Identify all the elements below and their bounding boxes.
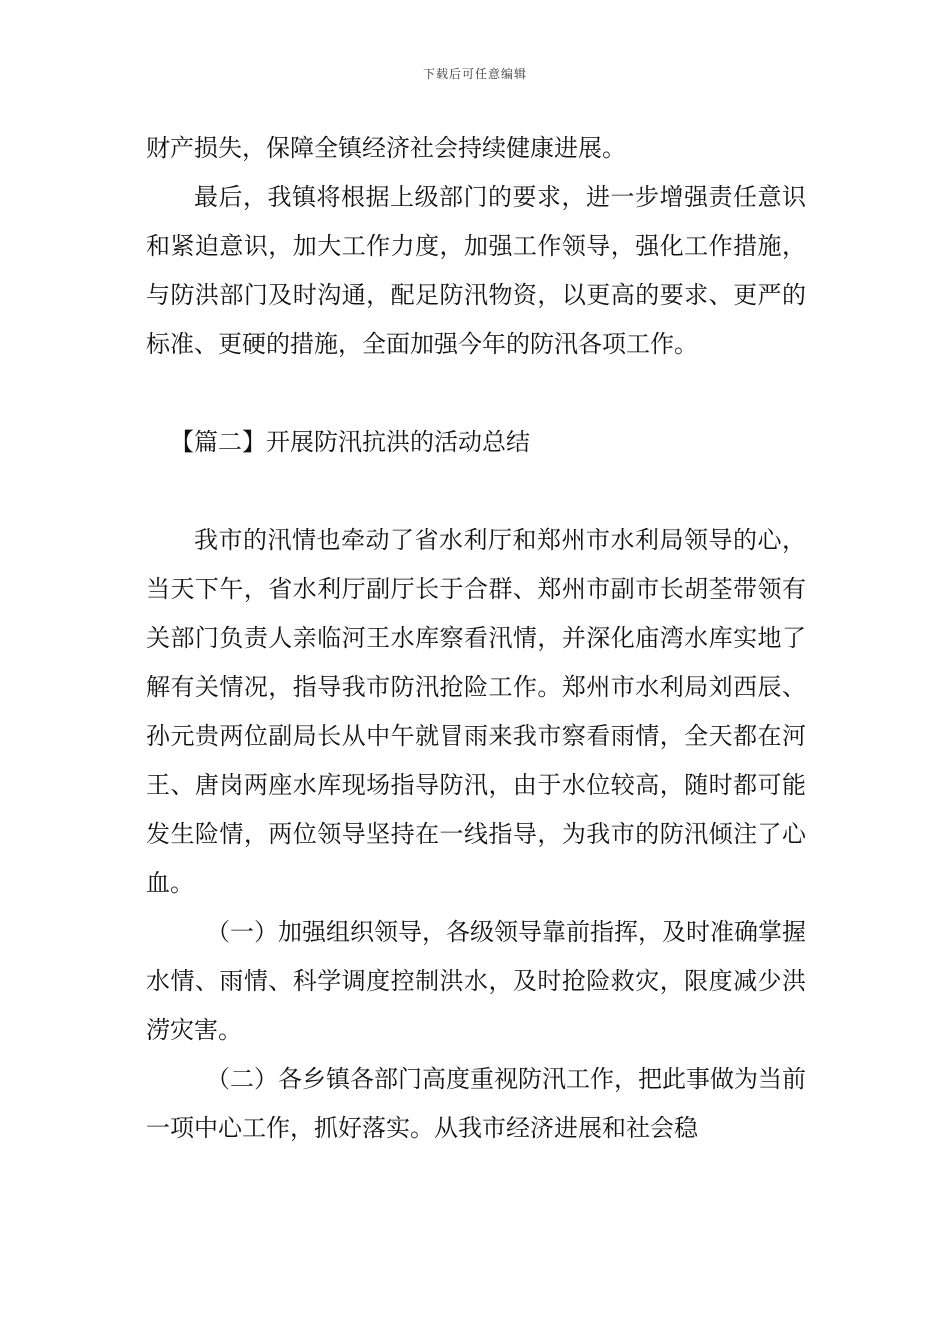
paragraph-flood-situation: 我市的汛情也牵动了省水利厅和郑州市水利局领导的心，当天下午，省水利厅副厅长于合群、郑州市副市长胡荃带领有关部门负责人亲临河王水库察看汛情，并深化庙湾水库实地了解有关情况，指导我市防汛抢险工作。郑州市水利局刘西辰、孙元贵两位副局长从中午就冒雨来我市察看雨情，全天都在河王、唐岗两座水库现场指导防汛，由于水位较高，随时都可能发生险情，两位领导坚持在一线指导，为我市的防汛倾注了心血。 (146, 526, 806, 897)
section-title: 【篇二】开展防汛抗洪的活动总结 (170, 428, 530, 456)
paragraph-continuation: 财产损失，保障全镇经济社会持续健康进展。 (146, 134, 626, 162)
page-header: 下载后可任意编辑 (422, 67, 527, 81)
paragraph-conclusion: 最后，我镇将根据上级部门的要求，进一步增强责任意识和紧迫意识，加大工作力度，加强工作领导，强化工作措施，与防洪部门及时沟通，配足防汛物资，以更高的要求、更严的标准、更硬的措施，全面加强今年的防汛各项工作。 (146, 183, 806, 358)
paragraph-item-2: （二）各乡镇各部门高度重视防汛工作，把此事做为当前一项中心工作，抓好落实。从我市经济进展和社会稳 (146, 1065, 806, 1142)
paragraph-item-1: （一）加强组织领导，各级领导靠前指挥，及时准确掌握水情、雨情、科学调度控制洪水，及时抢险救灾，限度减少洪涝灾害。 (146, 918, 806, 1044)
document-body (146, 124, 806, 1153)
